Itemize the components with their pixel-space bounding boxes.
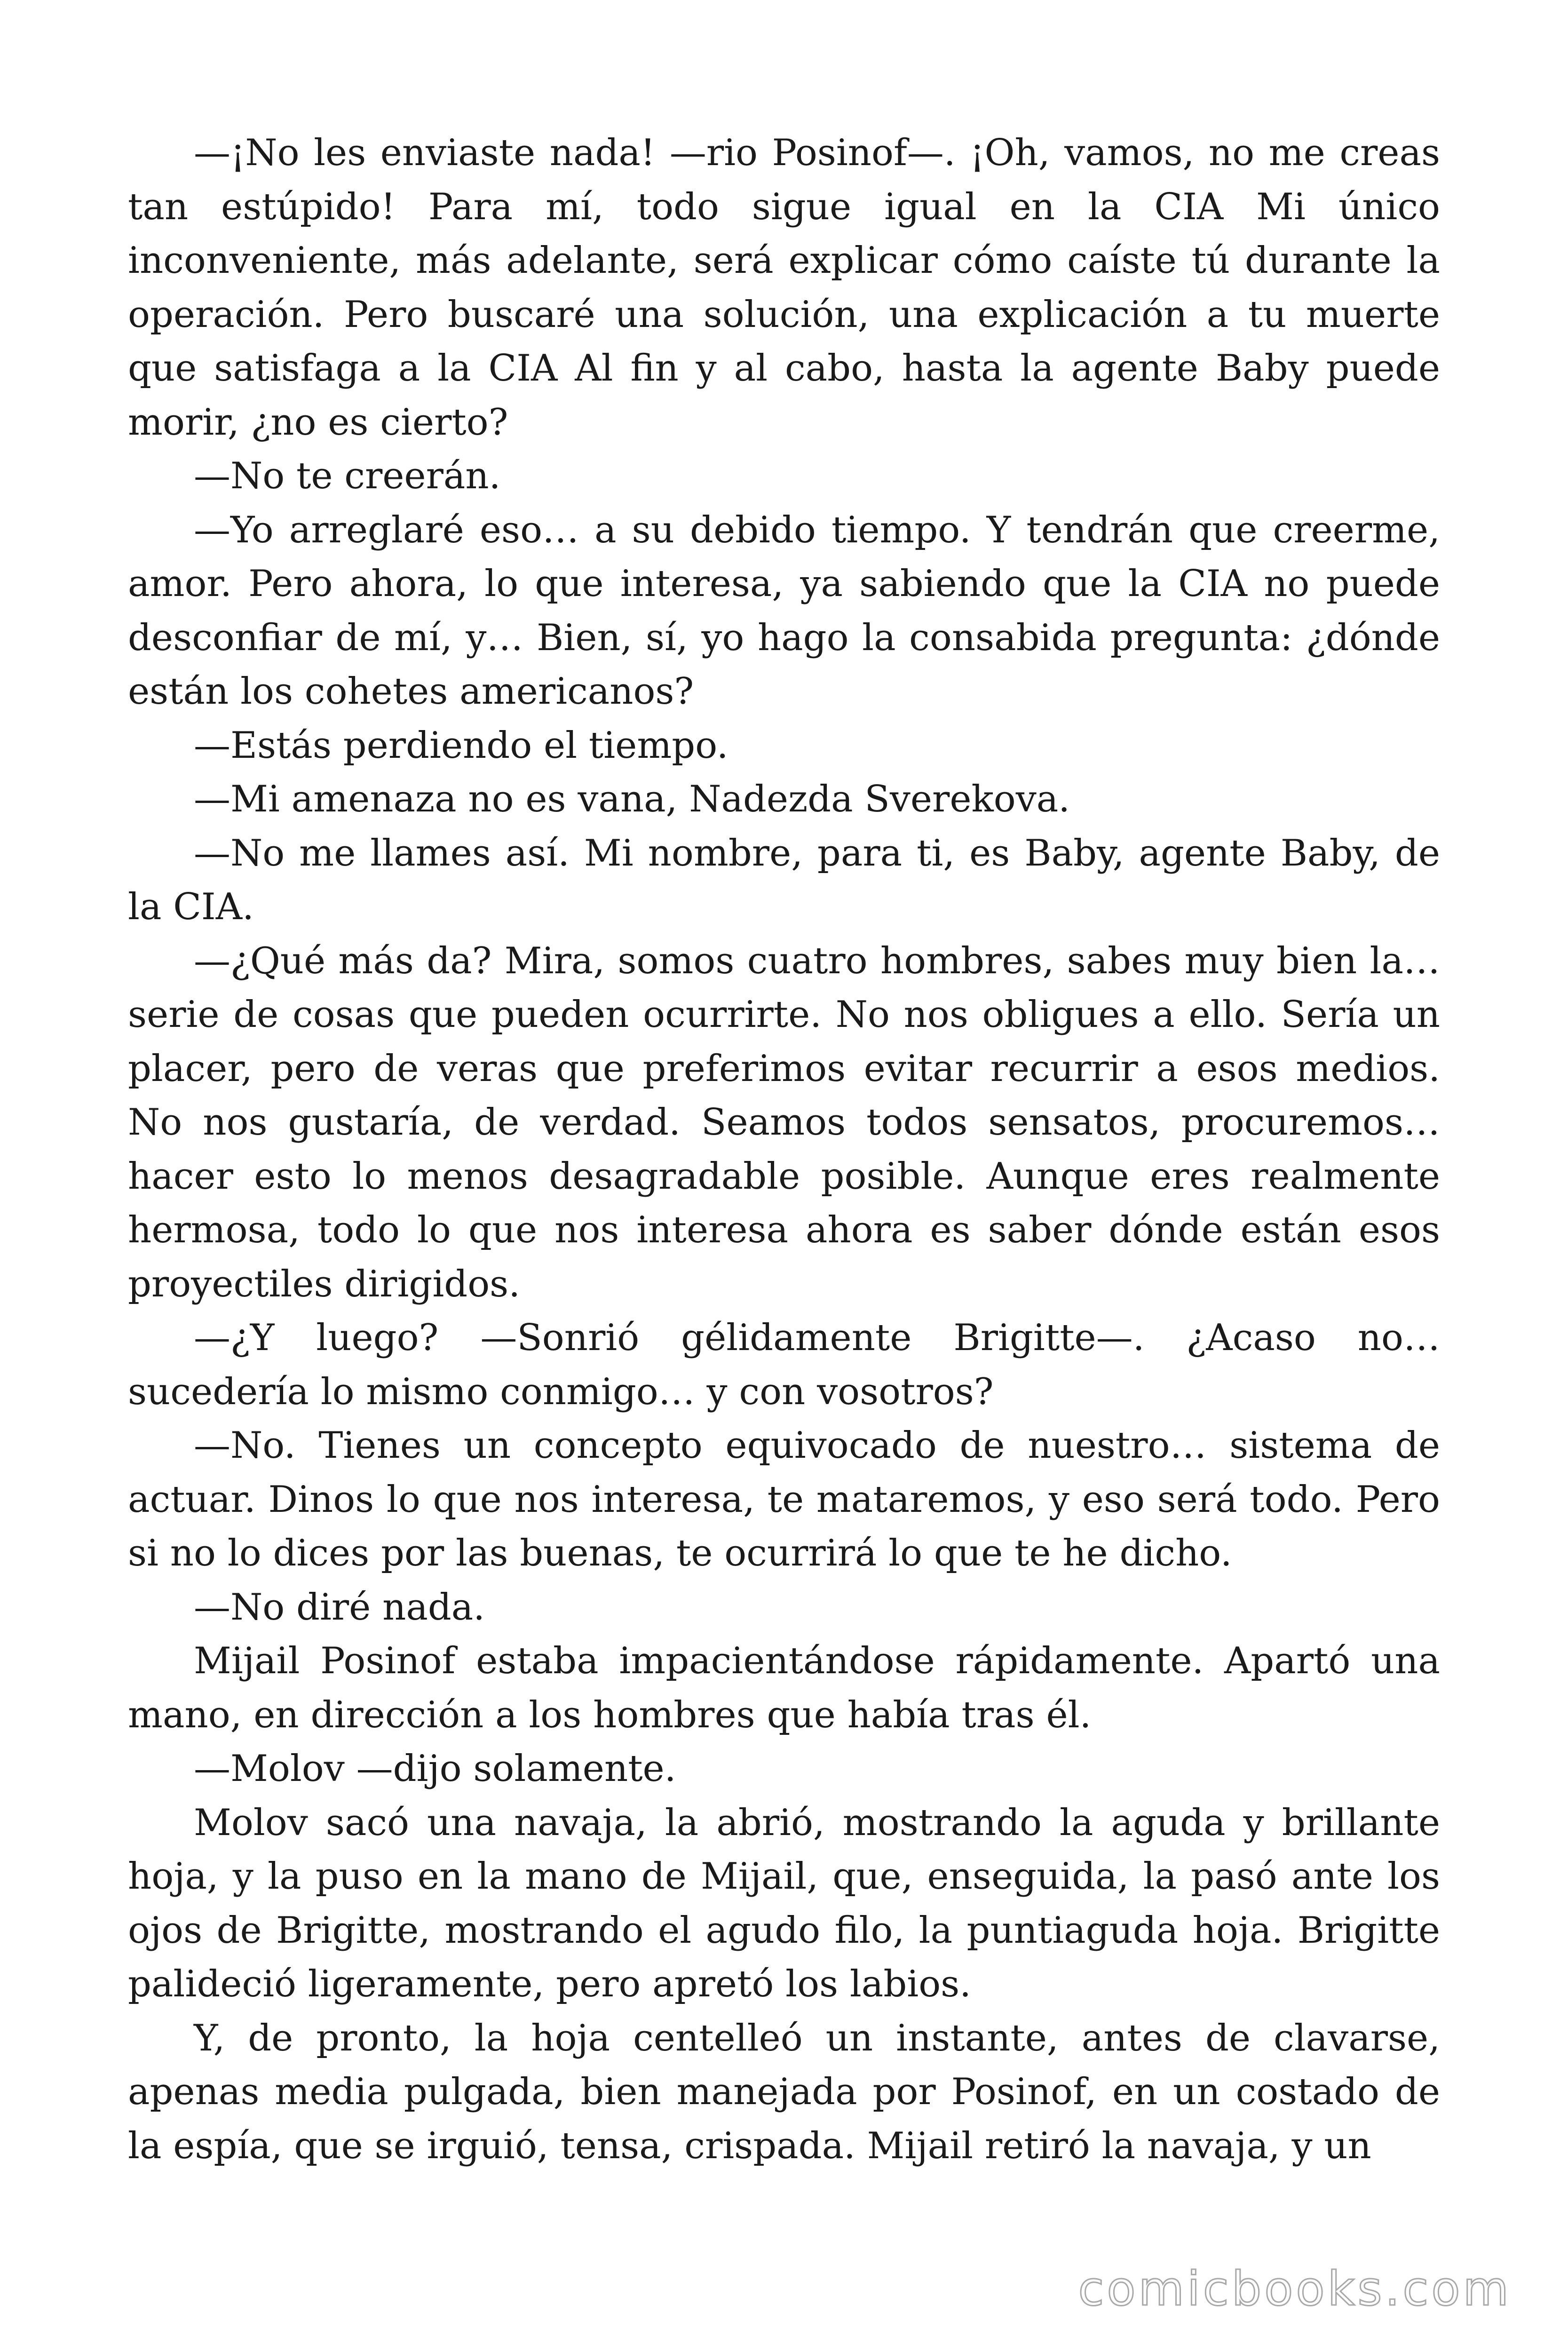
paragraph-13: Molov sacó una navaja, la abrió, mostrando la aguda y brillante hoja, y la puso en la mano de Mijail, que, enseguida, la pasó ante los ojos de Brigitte, mostrando el agudo filo, la puntiaguda hoja. Brigitte palideció ligeramente, pero apretó los labios. [128,1801,1440,2005]
paragraph-9: —No. Tienes un concepto equivocado de nuestro… sistema de actuar. Dinos lo que nos interesa, te mataremos, y eso será todo. Pero si no lo dices por las buenas, te ocurrirá lo que te he dicho. [128,1424,1440,1574]
watermark-text: comicbooks.com [1078,2261,1512,2316]
paragraph-2: —No te creerán. [194,455,501,497]
paragraph-4: —Estás perdiendo el tiempo. [194,724,729,767]
paragraph-12: —Molov —dijo solamente. [194,1748,676,1790]
paragraph-7: —¿Qué más da? Mira, somos cuatro hombres, sabes muy bien la… serie de cosas que pueden ocurrirte. No nos obligues a ello. Sería un placer, pero de veras que preferimos evitar recurrir a esos medios. No nos gustaría, de verdad. Seamos todos sensatos, procuremos… hacer esto lo menos desagradable posible. Aunque eres realmente hermosa, todo lo que nos interesa ahora es saber dónde están esos proyectiles dirigidos. [128,939,1440,1305]
paragraph-6: —No me llames así. Mi nombre, para ti, es Baby, agente Baby, de la CIA. [128,832,1440,928]
paragraph-3: —Yo arreglaré eso… a su debido tiempo. Y tendrán que creerme, amor. Pero ahora, lo que interesa, ya sabiendo que la CIA no puede desconfiar de mí, y… Bien, sí, yo hago la consabida pregunta: ¿dónde están los cohetes americanos? [128,509,1440,713]
paragraph-8: —¿Y luego? —Sonrió gélidamente Brigitte—. ¿Acaso no… sucedería lo mismo conmigo… y con vosotros? [128,1317,1440,1413]
paragraph-1: —¡No les enviaste nada! —rio Posinof—. ¡Oh, vamos, no me creas tan estúpido! Para mí, todo sigue igual en la CIA Mi único inconveniente, más adelante, será explicar cómo caíste tú durante la operación. Pero buscaré una solución, una explicación a tu muerte que satisfaga a la CIA Al fin y al cabo, hasta la agente Baby puede morir, ¿no es cierto? [128,132,1440,444]
paragraph-5: —Mi amenaza no es vana, Nadezda Sverekova. [194,778,1070,820]
paragraph-11: Mijail Posinof estaba impacientándose rápidamente. Apartó una mano, en dirección a los hombres que había tras él. [128,1640,1440,1736]
paragraph-10: —No diré nada. [194,1586,485,1629]
paragraph-14: Y, de pronto, la hoja centelleó un instante, antes de clavarse, apenas media pulgada, bien manejada por Posinof, en un costado de la espía, que se irguió, tensa, crispada. Mijail retiró la navaja, y un [128,2017,1440,2167]
page-body-text [128,126,1440,2173]
